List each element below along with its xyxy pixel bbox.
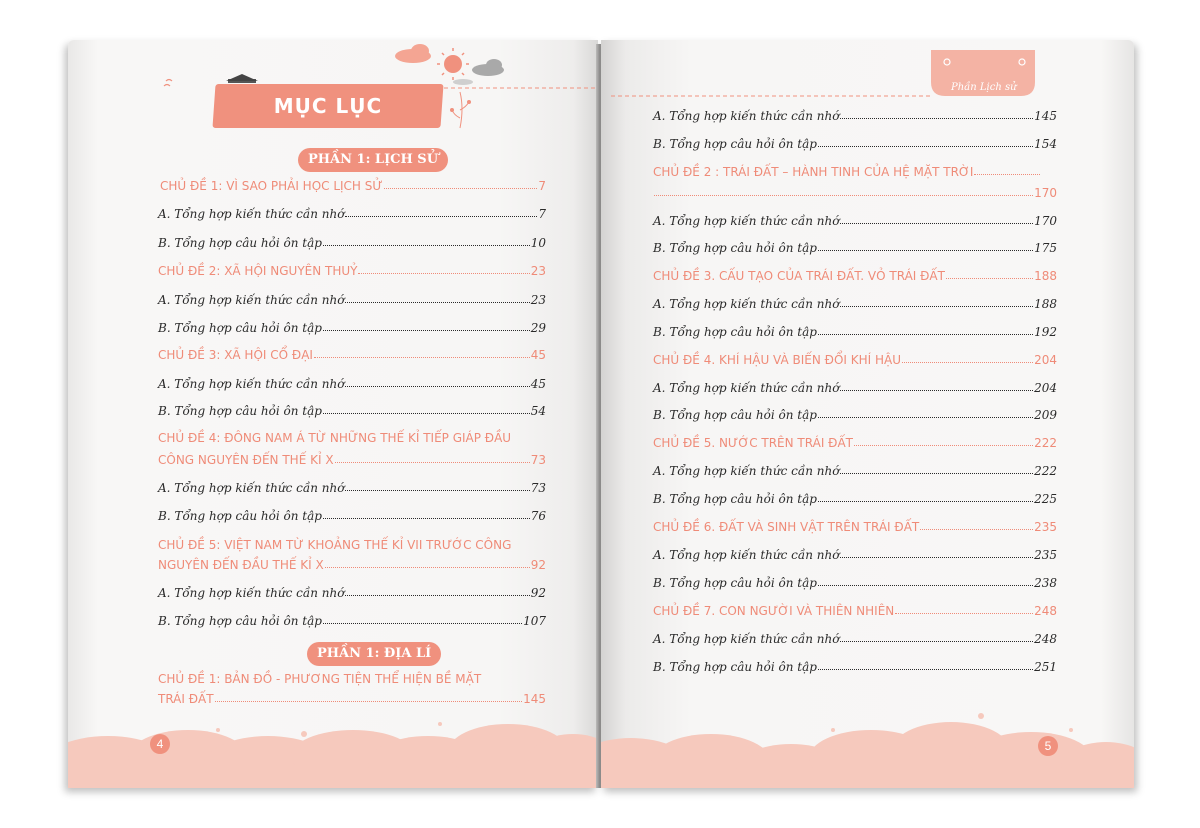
left-page	[68, 40, 598, 788]
toc-label: B. Tổng hợp câu hỏi ôn tập	[653, 137, 817, 151]
toc-entry[interactable]	[158, 321, 546, 335]
toc-label: A. Tổng hợp kiến thức cần nhớ	[158, 293, 345, 307]
toc-page: 204	[1034, 381, 1057, 395]
toc-label-line1: CHỦ ĐỀ 5: VIỆT NAM TỪ KHOẢNG THẾ KỈ VII TRƯỚC CÔNG	[158, 538, 512, 552]
toc-page: 188	[1034, 269, 1057, 283]
toc-page: 7	[538, 207, 546, 221]
toc-page: 23	[530, 293, 546, 307]
toc-page: 248	[1034, 604, 1057, 618]
toc-entry[interactable]	[653, 165, 1041, 179]
toc-entry[interactable]	[653, 660, 1057, 674]
toc-label: B. Tổng hợp câu hỏi ôn tập	[158, 236, 322, 250]
section-heading-history: PHẦN 1: LỊCH SỬ	[298, 148, 448, 172]
toc-page: 222	[1034, 464, 1057, 478]
toc-label: B. Tổng hợp câu hỏi ôn tập	[653, 576, 817, 590]
toc-page: 170	[1034, 214, 1057, 228]
toc-entry[interactable]	[158, 293, 546, 307]
toc-page: 235	[1034, 548, 1057, 562]
toc-entry[interactable]	[653, 241, 1057, 255]
toc-label: CHỦ ĐỀ 4. KHÍ HẬU VÀ BIẾN ĐỔI KHÍ HẬU	[653, 353, 902, 367]
toc-label: NGUYÊN ĐẾN ĐẦU THẾ KỈ X	[158, 558, 324, 572]
toc-entry[interactable]	[653, 297, 1057, 311]
toc-entry[interactable]	[653, 353, 1057, 367]
section-heading-geography: PHẦN 1: ĐỊA LÍ	[307, 642, 441, 666]
toc-label: B. Tổng hợp câu hỏi ôn tập	[158, 321, 322, 335]
toc-label: B. Tổng hợp câu hỏi ôn tập	[653, 660, 817, 674]
toc-page: 73	[530, 481, 546, 495]
toc-entry[interactable]	[158, 614, 546, 628]
toc-entry[interactable]	[653, 186, 1057, 200]
toc-entry[interactable]	[653, 492, 1057, 506]
toc-page: 145	[1034, 109, 1057, 123]
toc-label-line1: CHỦ ĐỀ 1: BẢN ĐỒ - PHƯƠNG TIỆN THỂ HIỆN BỀ MẶT	[158, 672, 482, 686]
toc-entry[interactable]	[653, 548, 1057, 562]
toc-label: CHỦ ĐỀ 7. CON NGƯỜI VÀ THIÊN NHIÊN	[653, 604, 895, 618]
toc-label-line1: CHỦ ĐỀ 2 : TRÁI ĐẤT – HÀNH TINH CỦA HỆ MẶT TRỜI	[653, 165, 974, 179]
toc-entry[interactable]	[158, 453, 546, 467]
toc-label: A. Tổng hợp kiến thức cần nhớ	[653, 632, 840, 646]
toc-label: CHỦ ĐỀ 5. NƯỚC TRÊN TRÁI ĐẤT	[653, 436, 854, 450]
toc-entry[interactable]	[158, 207, 546, 221]
toc-page: 175	[1034, 241, 1057, 255]
toc-page: 188	[1034, 297, 1057, 311]
toc-page: 92	[530, 586, 546, 600]
toc-label: A. Tổng hợp kiến thức cần nhớ	[653, 548, 840, 562]
toc-page: 238	[1034, 576, 1057, 590]
toc-page: 170	[1034, 186, 1057, 200]
toc-page: 45	[530, 348, 546, 362]
toc-label: B. Tổng hợp câu hỏi ôn tập	[653, 241, 817, 255]
toc-page: 92	[530, 558, 546, 572]
toc-entry[interactable]	[158, 509, 546, 523]
open-book	[68, 40, 1134, 788]
toc-entry[interactable]	[158, 692, 546, 706]
toc-entry[interactable]	[653, 520, 1057, 534]
section-tab-label: Phần Lịch sử	[951, 82, 1017, 93]
toc-page: 107	[523, 614, 546, 628]
right-toc	[601, 40, 1134, 788]
toc-page: 204	[1034, 353, 1057, 367]
toc-entry[interactable]	[653, 408, 1057, 422]
toc-entry[interactable]	[653, 632, 1057, 646]
toc-label: B. Tổng hợp câu hỏi ôn tập	[158, 404, 322, 418]
toc-page: 73	[530, 453, 546, 467]
toc-label: CHỦ ĐỀ 1: VÌ SAO PHẢI HỌC LỊCH SỬ	[160, 179, 383, 193]
toc-label: CHỦ ĐỀ 6. ĐẤT VÀ SINH VẬT TRÊN TRÁI ĐẤT	[653, 520, 920, 534]
toc-entry[interactable]	[653, 137, 1057, 151]
toc-page: 145	[523, 692, 546, 706]
toc-entry[interactable]	[653, 109, 1057, 123]
toc-label: CÔNG NGUYÊN ĐẾN THẾ KỈ X	[158, 453, 334, 467]
toc-page: 7	[538, 179, 546, 193]
toc-label: TRÁI ĐẤT	[158, 692, 214, 706]
toc-label: A. Tổng hợp kiến thức cần nhớ	[158, 377, 345, 391]
toc-entry[interactable]	[158, 236, 546, 250]
toc-label: A. Tổng hợp kiến thức cần nhớ	[653, 297, 840, 311]
page-number-badge: 5	[1038, 736, 1058, 756]
toc-page: 192	[1034, 325, 1057, 339]
toc-label: A. Tổng hợp kiến thức cần nhớ	[158, 586, 345, 600]
toc-label: A. Tổng hợp kiến thức cần nhớ	[653, 381, 840, 395]
toc-entry[interactable]	[158, 377, 546, 391]
toc-entry[interactable]	[653, 576, 1057, 590]
toc-page: 54	[530, 404, 546, 418]
toc-entry[interactable]	[653, 464, 1057, 478]
toc-entry[interactable]	[158, 586, 546, 600]
toc-label: A. Tổng hợp kiến thức cần nhớ	[653, 464, 840, 478]
toc-label-line1: CHỦ ĐỀ 4: ĐÔNG NAM Á TỪ NHỮNG THẾ KỈ TIẾP GIÁP ĐẦU	[158, 431, 512, 445]
toc-label: CHỦ ĐỀ 3: XÃ HỘI CỔ ĐẠI	[158, 348, 313, 362]
toc-page: 251	[1034, 660, 1057, 674]
toc-label: B. Tổng hợp câu hỏi ôn tập	[158, 614, 322, 628]
page-number-badge: 4	[150, 734, 170, 754]
toc-label: A. Tổng hợp kiến thức cần nhớ	[158, 207, 345, 221]
toc-entry[interactable]	[158, 264, 546, 278]
toc-label: A. Tổng hợp kiến thức cần nhớ	[653, 214, 840, 228]
toc-page: 29	[530, 321, 546, 335]
toc-entry[interactable]	[158, 558, 546, 572]
toc-page: 222	[1034, 436, 1057, 450]
right-page	[601, 40, 1134, 788]
toc-label: A. Tổng hợp kiến thức cần nhớ	[158, 481, 345, 495]
toc-entry[interactable]	[158, 481, 546, 495]
page-title: MỤC LỤC	[273, 94, 383, 118]
toc-entry[interactable]	[158, 348, 546, 362]
toc-label: CHỦ ĐỀ 3. CẤU TẠO CỦA TRÁI ĐẤT. VỎ TRÁI ĐẤT	[653, 269, 945, 283]
toc-page: 235	[1034, 520, 1057, 534]
toc-page: 23	[530, 264, 546, 278]
toc-entry[interactable]	[653, 214, 1057, 228]
toc-page: 76	[530, 509, 546, 523]
toc-label: B. Tổng hợp câu hỏi ôn tập	[158, 509, 322, 523]
toc-page: 248	[1034, 632, 1057, 646]
toc-page: 10	[530, 236, 546, 250]
toc-page: 154	[1034, 137, 1057, 151]
toc-entry[interactable]	[653, 381, 1057, 395]
toc-entry[interactable]	[653, 269, 1057, 283]
toc-label: B. Tổng hợp câu hỏi ôn tập	[653, 408, 817, 422]
toc-entry[interactable]	[160, 179, 546, 193]
toc-entry[interactable]	[653, 325, 1057, 339]
toc-entry[interactable]	[653, 436, 1057, 450]
toc-label: B. Tổng hợp câu hỏi ôn tập	[653, 325, 817, 339]
toc-label: B. Tổng hợp câu hỏi ôn tập	[653, 492, 817, 506]
toc-entry[interactable]	[653, 604, 1057, 618]
toc-entry[interactable]	[158, 404, 546, 418]
toc-page: 209	[1034, 408, 1057, 422]
toc-label: A. Tổng hợp kiến thức cần nhớ	[653, 109, 840, 123]
toc-page: 45	[530, 377, 546, 391]
toc-label: CHỦ ĐỀ 2: XÃ HỘI NGUYÊN THUỶ	[158, 264, 358, 278]
toc-page: 225	[1034, 492, 1057, 506]
